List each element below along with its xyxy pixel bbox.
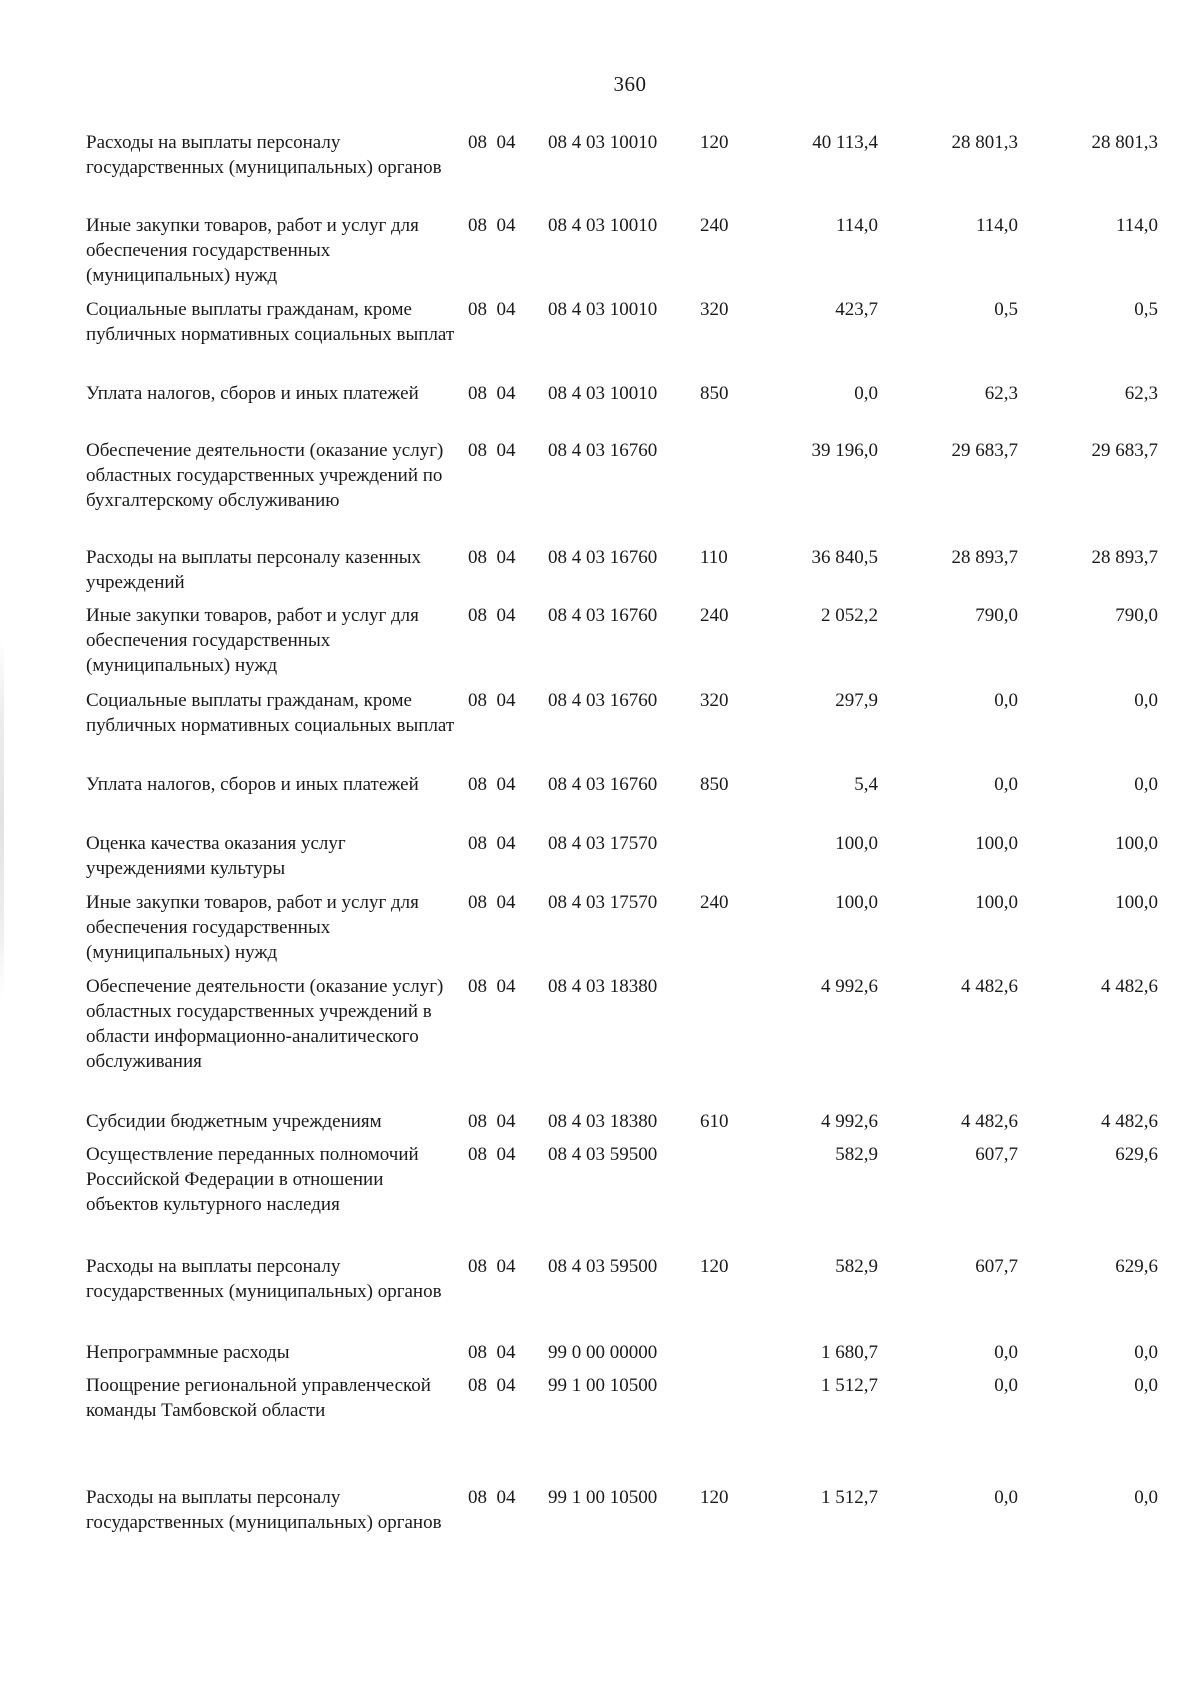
row-section-code: 08 04: [468, 605, 516, 626]
row-target-code: 08 4 03 16760: [548, 690, 658, 711]
row-value-1: 4 992,6: [821, 1111, 878, 1132]
row-value-3: 100,0: [1115, 833, 1158, 854]
page-number: 360: [613, 72, 647, 96]
row-target-code: 08 4 03 18380: [548, 976, 658, 997]
row-value-1: 1 512,7: [821, 1375, 878, 1396]
row-value-1: 2 052,2: [821, 605, 878, 626]
row-section-code: 08 04: [468, 892, 516, 913]
row-name: Субсидии бюджетным учреждениям: [86, 1111, 382, 1132]
row-name: Оценка качества оказания услуг учреждениями культуры: [86, 833, 346, 879]
row-section-code: 08 04: [468, 690, 516, 711]
row-value-2: 0,0: [994, 690, 1018, 711]
row-section-code: 08 04: [468, 215, 516, 236]
row-target-code: 08 4 03 10010: [548, 215, 658, 236]
row-value-3: 790,0: [1115, 605, 1158, 626]
row-value-2: 0,0: [994, 774, 1018, 795]
row-value-2: 607,7: [975, 1256, 1018, 1277]
row-value-3: 0,5: [1134, 299, 1158, 320]
row-value-1: 4 992,6: [821, 976, 878, 997]
row-value-2: 29 683,7: [951, 440, 1018, 461]
row-value-3: 0,0: [1134, 1375, 1158, 1396]
row-section-code: 08 04: [468, 1256, 516, 1277]
row-section-code: 08 04: [468, 547, 516, 568]
row-value-2: 4 482,6: [961, 1111, 1018, 1132]
row-name: Социальные выплаты гражданам, кроме публичных нормативных социальных выплат: [86, 299, 455, 345]
row-section-code: 08 04: [468, 833, 516, 854]
row-value-3: 28 801,3: [1091, 132, 1158, 153]
row-target-code: 08 4 03 17570: [548, 892, 658, 913]
row-value-2: 0,0: [994, 1342, 1018, 1363]
row-expense-type: 120: [700, 1487, 729, 1508]
row-value-3: 29 683,7: [1091, 440, 1158, 461]
row-name: Социальные выплаты гражданам, кроме публичных нормативных социальных выплат: [86, 690, 455, 736]
row-name: Иные закупки товаров, работ и услуг для обеспечения государственных (муниципальных) нужд: [86, 215, 419, 286]
row-target-code: 08 4 03 16760: [548, 774, 658, 795]
row-value-3: 62,3: [1124, 383, 1158, 404]
row-value-2: 0,0: [994, 1375, 1018, 1396]
row-value-2: 114,0: [975, 215, 1018, 236]
row-target-code: 08 4 03 16760: [548, 547, 658, 568]
row-value-3: 0,0: [1134, 1487, 1158, 1508]
row-expense-type: 320: [700, 690, 729, 711]
row-expense-type: 850: [700, 383, 729, 404]
row-name: Расходы на выплаты персоналу государственных (муниципальных) органов: [86, 1487, 442, 1533]
row-value-1: 0,0: [854, 383, 878, 404]
row-name: Обеспечение деятельности (оказание услуг) областных государственных учреждений в области информационно-аналитического обслуживания: [86, 976, 444, 1072]
row-target-code: 08 4 03 59500: [548, 1144, 658, 1165]
row-expense-type: 850: [700, 774, 729, 795]
row-target-code: 99 1 00 10500: [548, 1375, 658, 1396]
row-name: Расходы на выплаты персоналу казенных учреждений: [86, 547, 422, 593]
row-value-2: 607,7: [975, 1144, 1018, 1165]
row-value-3: 4 482,6: [1101, 1111, 1158, 1132]
row-value-2: 0,5: [994, 299, 1018, 320]
row-expense-type: 120: [700, 1256, 729, 1277]
row-name: Иные закупки товаров, работ и услуг для обеспечения государственных (муниципальных) нужд: [86, 892, 419, 963]
row-value-1: 423,7: [835, 299, 878, 320]
row-target-code: 08 4 03 10010: [548, 383, 658, 404]
row-target-code: 99 1 00 10500: [548, 1487, 658, 1508]
row-value-1: 100,0: [835, 892, 878, 913]
row-expense-type: 240: [700, 215, 729, 236]
row-name: Уплата налогов, сборов и иных платежей: [86, 774, 419, 795]
row-expense-type: 110: [700, 547, 728, 568]
row-value-1: 114,0: [835, 215, 878, 236]
row-target-code: 08 4 03 16760: [548, 440, 658, 461]
row-target-code: 99 0 00 00000: [548, 1342, 658, 1363]
row-section-code: 08 04: [468, 774, 516, 795]
row-section-code: 08 04: [468, 299, 516, 320]
row-value-2: 100,0: [975, 892, 1018, 913]
row-value-2: 4 482,6: [961, 976, 1018, 997]
row-value-2: 0,0: [994, 1487, 1018, 1508]
row-section-code: 08 04: [468, 132, 516, 153]
row-value-2: 28 801,3: [951, 132, 1018, 153]
row-target-code: 08 4 03 59500: [548, 1256, 658, 1277]
row-section-code: 08 04: [468, 1375, 516, 1396]
row-value-3: 114,0: [1115, 215, 1158, 236]
row-name: Иные закупки товаров, работ и услуг для обеспечения государственных (муниципальных) нужд: [86, 605, 419, 676]
row-value-3: 100,0: [1115, 892, 1158, 913]
row-section-code: 08 04: [468, 383, 516, 404]
row-value-1: 1 512,7: [821, 1487, 878, 1508]
row-value-3: 629,6: [1115, 1144, 1158, 1165]
row-value-2: 790,0: [975, 605, 1018, 626]
row-target-code: 08 4 03 16760: [548, 605, 658, 626]
row-target-code: 08 4 03 17570: [548, 833, 658, 854]
row-value-1: 100,0: [835, 833, 878, 854]
row-section-code: 08 04: [468, 1342, 516, 1363]
row-target-code: 08 4 03 10010: [548, 299, 658, 320]
row-value-2: 100,0: [975, 833, 1018, 854]
row-value-2: 28 893,7: [951, 547, 1018, 568]
row-section-code: 08 04: [468, 1111, 516, 1132]
row-target-code: 08 4 03 10010: [548, 132, 658, 153]
row-value-1: 36 840,5: [811, 547, 878, 568]
row-expense-type: 610: [700, 1111, 729, 1132]
row-value-1: 582,9: [835, 1144, 878, 1165]
row-expense-type: 240: [700, 892, 729, 913]
row-section-code: 08 04: [468, 976, 516, 997]
row-value-1: 1 680,7: [821, 1342, 878, 1363]
scan-edge-shadow: [0, 640, 4, 1000]
row-expense-type: 240: [700, 605, 729, 626]
row-section-code: 08 04: [468, 440, 516, 461]
row-name: Поощрение региональной управленческой команды Тамбовской области: [86, 1375, 431, 1421]
row-target-code: 08 4 03 18380: [548, 1111, 658, 1132]
row-value-3: 629,6: [1115, 1256, 1158, 1277]
row-expense-type: 320: [700, 299, 729, 320]
row-value-1: 582,9: [835, 1256, 878, 1277]
row-value-1: 297,9: [835, 690, 878, 711]
row-name: Осуществление переданных полномочий Российской Федерации в отношении объектов культурного наследия: [86, 1144, 419, 1215]
row-value-1: 40 113,4: [812, 132, 878, 153]
row-value-2: 62,3: [984, 383, 1018, 404]
row-name: Непрограммные расходы: [86, 1342, 290, 1363]
row-value-3: 4 482,6: [1101, 976, 1158, 997]
row-name: Расходы на выплаты персоналу государственных (муниципальных) органов: [86, 1256, 442, 1302]
row-name: Расходы на выплаты персоналу государственных (муниципальных) органов: [86, 132, 442, 178]
row-value-3: 28 893,7: [1091, 547, 1158, 568]
row-value-1: 39 196,0: [811, 440, 878, 461]
row-value-1: 5,4: [854, 774, 878, 795]
row-value-3: 0,0: [1134, 1342, 1158, 1363]
row-name: Обеспечение деятельности (оказание услуг) областных государственных учреждений по бухгалтерскому обслуживанию: [86, 440, 444, 511]
row-section-code: 08 04: [468, 1144, 516, 1165]
row-expense-type: 120: [700, 132, 729, 153]
row-name: Уплата налогов, сборов и иных платежей: [86, 383, 419, 404]
row-value-3: 0,0: [1134, 774, 1158, 795]
row-section-code: 08 04: [468, 1487, 516, 1508]
row-value-3: 0,0: [1134, 690, 1158, 711]
